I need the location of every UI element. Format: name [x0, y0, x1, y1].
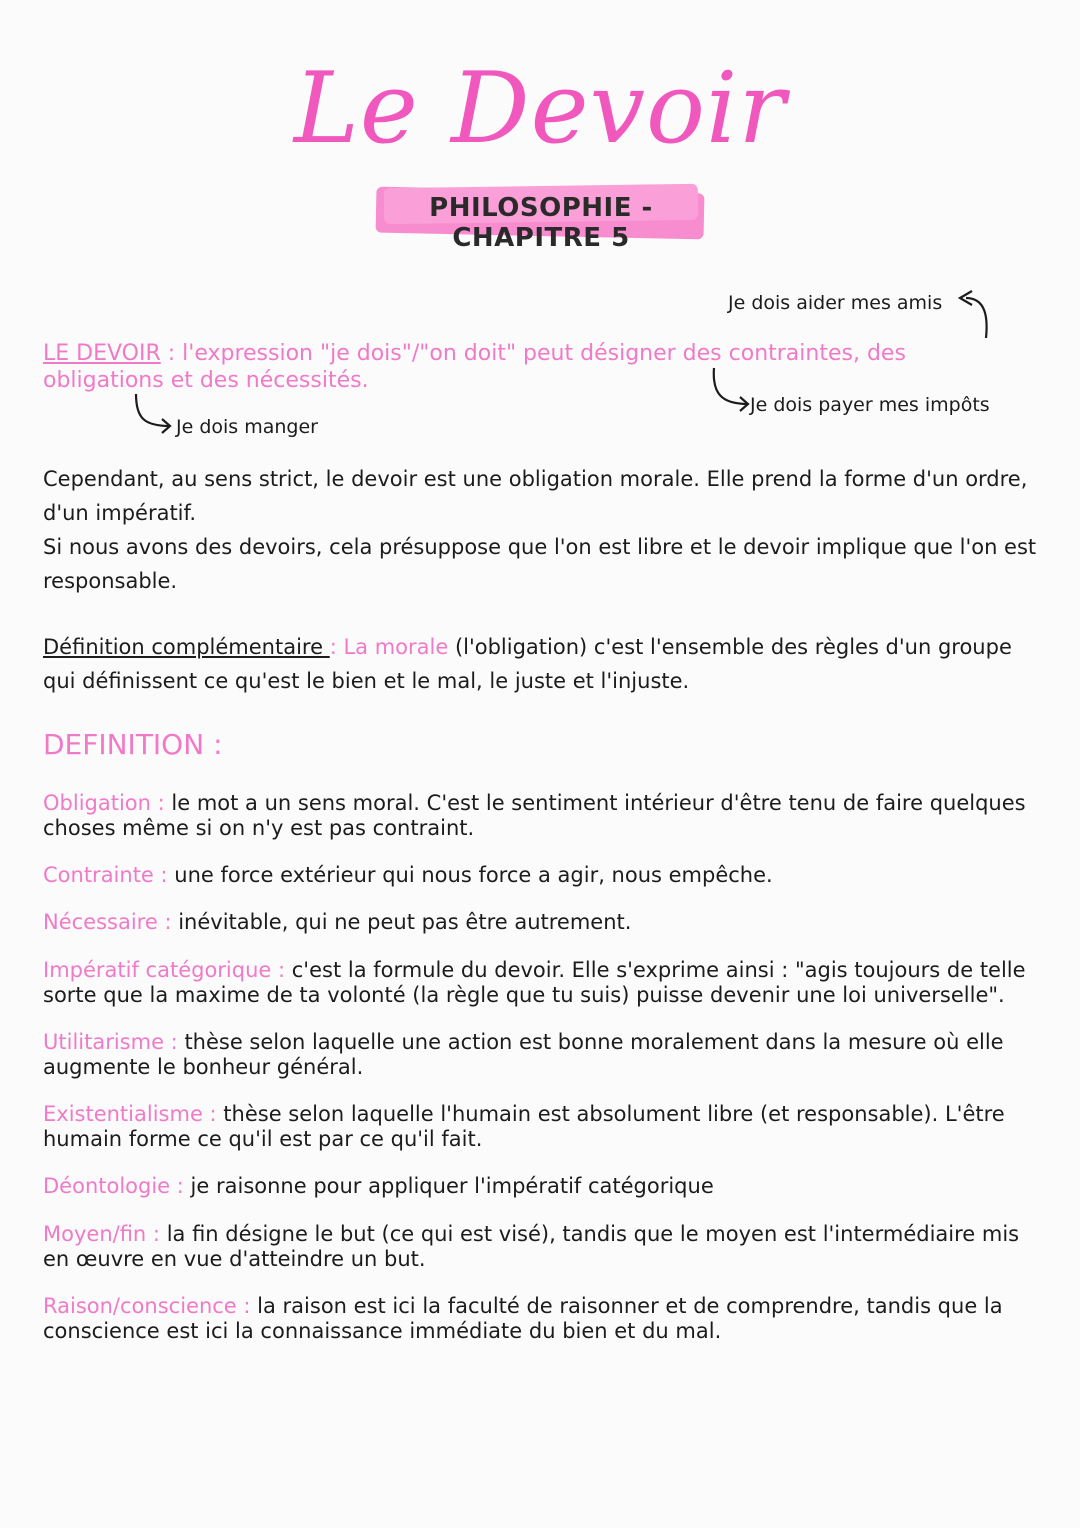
definitions-heading: DEFINITION :: [43, 728, 223, 761]
definition-term: Moyen/fin: [43, 1222, 147, 1246]
definition-term: Nécessaire: [43, 910, 158, 934]
page-title: Le Devoir: [293, 52, 787, 166]
intro-text: l'expression "je dois"/"on doit" peut désigner des contraintes, des obligations et des nécessités.: [43, 341, 906, 393]
annotation-help-friends: Je dois aider mes amis: [728, 292, 943, 314]
definition-item: Impératif catégorique : c'est la formule du devoir. Elle s'exprime ainsi : "agis toujours de telle sorte que la maxime de ta volonté (la règle que tu suis) puisse devenir une loi universelle".: [43, 958, 1026, 1007]
curved-arrow-icon: [952, 288, 992, 342]
definition-text: la fin désigne le but (ce qui est visé), tandis que le moyen est l'intermédiaire mis en œuvre en vue d'atteindre un but.: [43, 1222, 1020, 1271]
definition-text: c'est la formule du devoir. Elle s'exprime ainsi : "agis toujours de telle sorte que la maxime de ta volonté (la règle que tu suis) puisse devenir une loi universelle".: [43, 958, 1026, 1007]
definition-item: Nécessaire : inévitable, qui ne peut pas être autrement.: [43, 910, 632, 934]
definition-text: une force extérieur qui nous force a agir, nous empêche.: [174, 863, 773, 887]
curved-arrow-icon: [706, 366, 754, 414]
definition-term: Existentialisme: [43, 1102, 203, 1126]
subtitle-highlight: [376, 184, 706, 253]
definition-item: Existentialisme : thèse selon laquelle l'humain est absolument libre (et responsable). L'être humain forme ce qu'il est par ce qu'il fait.: [43, 1102, 1005, 1151]
paragraph-line: Si nous avons des devoirs, cela présuppose que l'on est libre et le devoir implique que l'on est responsable.: [43, 535, 1037, 593]
morale-highlight: La morale: [343, 635, 449, 659]
curved-arrow-icon: [130, 392, 176, 438]
definition-item: Utilitarisme : thèse selon laquelle une action est bonne moralement dans la mesure où elle augmente le bonheur général.: [43, 1030, 1004, 1079]
definition-item: Moyen/fin : la fin désigne le but (ce qui est visé), tandis que le moyen est l'intermédiaire mis en œuvre en vue d'atteindre un but.: [43, 1222, 1020, 1271]
definition-term: Déontologie: [43, 1174, 171, 1198]
intro-term: LE DEVOIR: [43, 341, 161, 366]
definition-item: Raison/conscience : la raison est ici la faculté de raisonner et de comprendre, tandis que la conscience est ici la connaissance immédiate du bien et du mal.: [43, 1294, 1003, 1343]
definition-text: la raison est ici la faculté de raisonner et de comprendre, tandis que la conscience est ici la connaissance immédiate du bien et du mal.: [43, 1294, 1003, 1343]
definition-text: thèse selon laquelle l'humain est absolument libre (et responsable). L'être humain forme ce qu'il est par ce qu'il fait.: [43, 1102, 1005, 1151]
paragraph-complementary-definition: Définition complémentaire : La morale (l'obligation) c'est l'ensemble des règles d'un groupe qui définissent ce qu'est le bien et le mal, le juste et l'injuste.: [43, 635, 1012, 693]
definition-term: Obligation: [43, 791, 151, 815]
definition-text: le mot a un sens moral. C'est le sentiment intérieur d'être tenu de faire quelques choses même si on n'y est pas contraint.: [43, 791, 1026, 840]
complementary-text: (l'obligation) c'est l'ensemble des règles d'un groupe qui définissent ce qu'est le bien et le mal, le juste et l'injuste.: [43, 635, 1012, 693]
definition-text: thèse selon laquelle une action est bonne moralement dans la mesure où elle augmente le bonheur général.: [43, 1030, 1004, 1079]
definition-item: Déontologie : je raisonne pour appliquer l'impératif catégorique: [43, 1174, 714, 1198]
complementary-label: Définition complémentaire: [43, 635, 330, 659]
definition-text: je raisonne pour appliquer l'impératif catégorique: [190, 1174, 714, 1198]
definition-text: inévitable, qui ne peut pas être autrement.: [178, 910, 632, 934]
annotation-taxes: Je dois payer mes impôts: [750, 394, 990, 416]
definition-term: Raison/conscience: [43, 1294, 237, 1318]
paragraph-line: Cependant, au sens strict, le devoir est une obligation morale. Elle prend la forme d'un ordre, d'un impératif.: [43, 467, 1028, 525]
intro-definition: LE DEVOIR : l'expression "je dois"/"on doit" peut désigner des contraintes, des obligations et des nécessités.: [43, 341, 906, 393]
definition-item: Contrainte : une force extérieur qui nous force a agir, nous empêche.: [43, 863, 773, 887]
definition-item: Obligation : le mot a un sens moral. C'est le sentiment intérieur d'être tenu de faire quelques choses même si on n'y est pas contraint.: [43, 791, 1026, 840]
paragraph-strict-sense: [43, 462, 1043, 598]
chapter-subtitle: PHILOSOPHIE - CHAPITRE 5: [429, 193, 653, 253]
definition-term: Utilitarisme: [43, 1030, 164, 1054]
annotation-eat: Je dois manger: [176, 416, 318, 438]
definition-term: Impératif catégorique: [43, 958, 272, 982]
definition-term: Contrainte: [43, 863, 154, 887]
